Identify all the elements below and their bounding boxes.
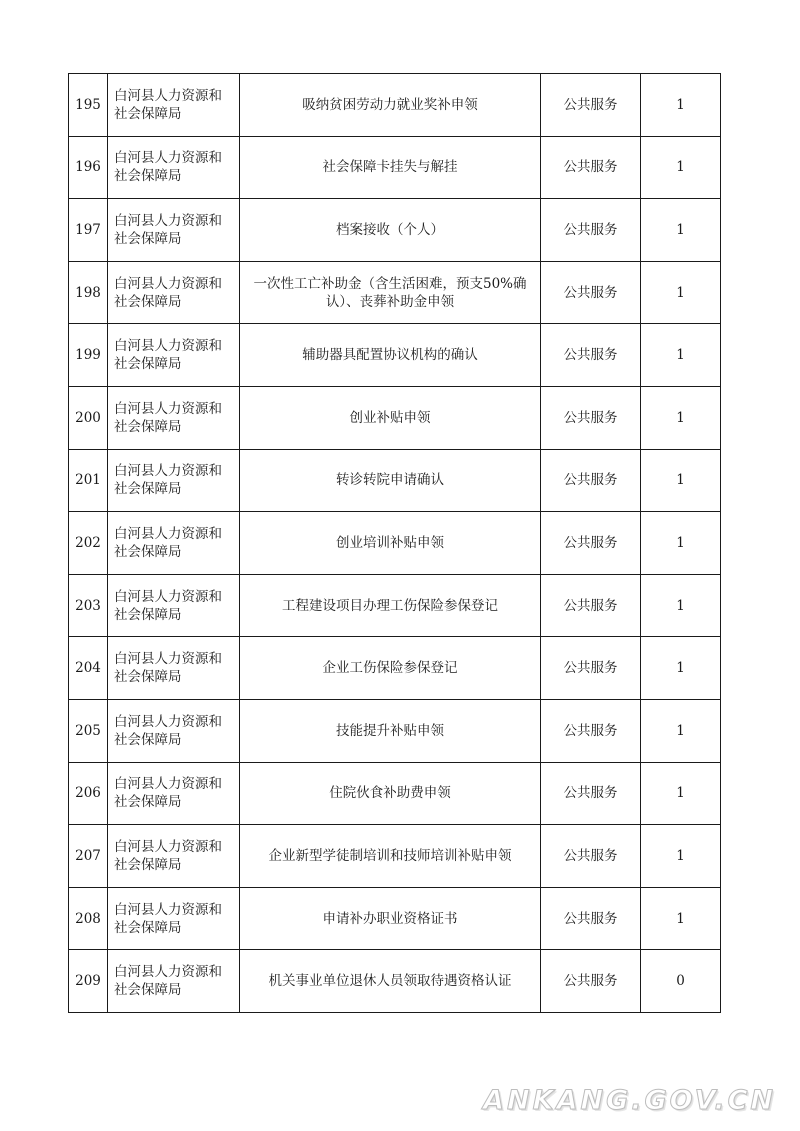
count-cell: 1 (641, 136, 721, 199)
table-row (69, 74, 721, 137)
row-number-cell: 198 (69, 261, 108, 324)
count-cell: 1 (641, 825, 721, 888)
count-cell: 1 (641, 386, 721, 449)
row-number-cell: 206 (69, 762, 108, 825)
row-number-cell: 205 (69, 699, 108, 762)
table-row (69, 574, 721, 637)
row-number-cell: 208 (69, 887, 108, 950)
table-row (69, 637, 721, 700)
category-cell: 公共服务 (541, 386, 641, 449)
table-row (69, 449, 721, 512)
department-cell: 白河县人力资源和社会保障局 (108, 261, 240, 324)
category-cell: 公共服务 (541, 324, 641, 387)
row-number-cell: 196 (69, 136, 108, 199)
service-item-cell: 技能提升补贴申领 (240, 699, 541, 762)
department-cell: 白河县人力资源和社会保障局 (108, 512, 240, 575)
count-cell: 1 (641, 762, 721, 825)
category-cell: 公共服务 (541, 887, 641, 950)
department-cell: 白河县人力资源和社会保障局 (108, 449, 240, 512)
table-row (69, 199, 721, 262)
site-watermark: ANKANG.GOV.CN (483, 1085, 776, 1116)
department-cell: 白河县人力资源和社会保障局 (108, 136, 240, 199)
service-item-cell: 机关事业单位退休人员领取待遇资格认证 (240, 950, 541, 1013)
service-item-cell: 创业培训补贴申领 (240, 512, 541, 575)
service-item-cell: 辅助器具配置协议机构的确认 (240, 324, 541, 387)
department-cell: 白河县人力资源和社会保障局 (108, 825, 240, 888)
category-cell: 公共服务 (541, 74, 641, 137)
count-cell: 1 (641, 699, 721, 762)
category-cell: 公共服务 (541, 512, 641, 575)
category-cell: 公共服务 (541, 261, 641, 324)
row-number-cell: 199 (69, 324, 108, 387)
table-row (69, 762, 721, 825)
table-row (69, 136, 721, 199)
count-cell: 1 (641, 512, 721, 575)
service-item-cell: 住院伙食补助费申领 (240, 762, 541, 825)
service-item-cell: 企业工伤保险参保登记 (240, 637, 541, 700)
department-cell: 白河县人力资源和社会保障局 (108, 637, 240, 700)
table-row (69, 261, 721, 324)
count-cell: 1 (641, 199, 721, 262)
table-row (69, 699, 721, 762)
count-cell: 1 (641, 887, 721, 950)
service-item-cell: 吸纳贫困劳动力就业奖补申领 (240, 74, 541, 137)
department-cell: 白河县人力资源和社会保障局 (108, 324, 240, 387)
table-row (69, 386, 721, 449)
row-number-cell: 200 (69, 386, 108, 449)
category-cell: 公共服务 (541, 449, 641, 512)
row-number-cell: 195 (69, 74, 108, 137)
row-number-cell: 207 (69, 825, 108, 888)
table-row (69, 324, 721, 387)
department-cell: 白河县人力资源和社会保障局 (108, 950, 240, 1013)
category-cell: 公共服务 (541, 199, 641, 262)
service-item-cell: 工程建设项目办理工伤保险参保登记 (240, 574, 541, 637)
service-item-cell: 创业补贴申领 (240, 386, 541, 449)
table-row (69, 825, 721, 888)
service-item-cell: 企业新型学徒制培训和技师培训补贴申领 (240, 825, 541, 888)
row-number-cell: 204 (69, 637, 108, 700)
department-cell: 白河县人力资源和社会保障局 (108, 574, 240, 637)
table-row (69, 887, 721, 950)
category-cell: 公共服务 (541, 637, 641, 700)
row-number-cell: 209 (69, 950, 108, 1013)
service-items-table (68, 73, 721, 1013)
row-number-cell: 201 (69, 449, 108, 512)
service-item-cell: 社会保障卡挂失与解挂 (240, 136, 541, 199)
count-cell: 1 (641, 637, 721, 700)
row-number-cell: 197 (69, 199, 108, 262)
department-cell: 白河县人力资源和社会保障局 (108, 699, 240, 762)
department-cell: 白河县人力资源和社会保障局 (108, 199, 240, 262)
row-number-cell: 203 (69, 574, 108, 637)
category-cell: 公共服务 (541, 699, 641, 762)
department-cell: 白河县人力资源和社会保障局 (108, 386, 240, 449)
service-item-cell: 一次性工亡补助金（含生活困难，预支50%确认）、丧葬补助金申领 (240, 261, 541, 324)
category-cell: 公共服务 (541, 950, 641, 1013)
department-cell: 白河县人力资源和社会保障局 (108, 887, 240, 950)
count-cell: 1 (641, 324, 721, 387)
count-cell: 0 (641, 950, 721, 1013)
table-row (69, 512, 721, 575)
count-cell: 1 (641, 574, 721, 637)
service-item-cell: 申请补办职业资格证书 (240, 887, 541, 950)
category-cell: 公共服务 (541, 762, 641, 825)
service-item-cell: 转诊转院申请确认 (240, 449, 541, 512)
department-cell: 白河县人力资源和社会保障局 (108, 762, 240, 825)
row-number-cell: 202 (69, 512, 108, 575)
table-row (69, 950, 721, 1013)
category-cell: 公共服务 (541, 825, 641, 888)
department-cell: 白河县人力资源和社会保障局 (108, 74, 240, 137)
count-cell: 1 (641, 261, 721, 324)
category-cell: 公共服务 (541, 574, 641, 637)
table-body (69, 74, 721, 1013)
count-cell: 1 (641, 449, 721, 512)
category-cell: 公共服务 (541, 136, 641, 199)
service-item-cell: 档案接收（个人） (240, 199, 541, 262)
count-cell: 1 (641, 74, 721, 137)
